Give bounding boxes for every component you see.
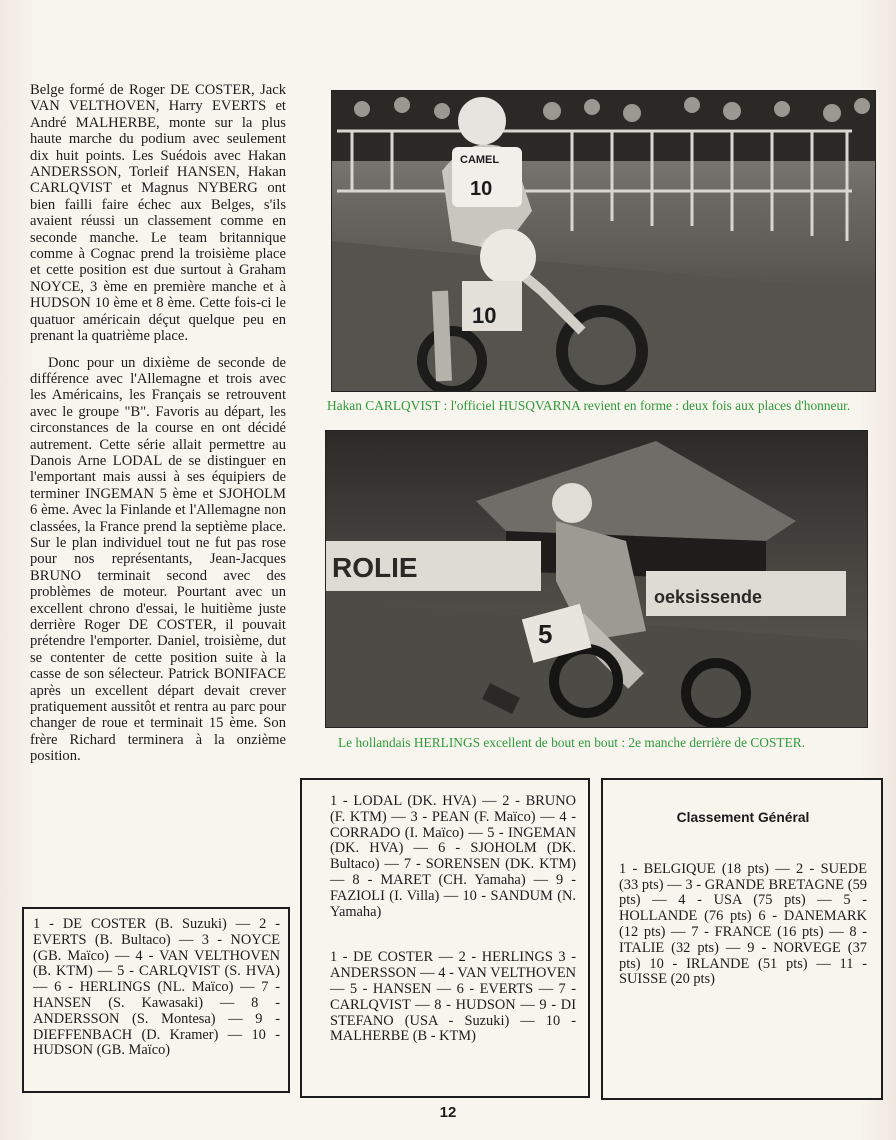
general-standings-text: 1 - BELGIQUE (18 pts) — 2 - SUEDE (33 pts) — 3 - GRANDE BRETAGNE (59 pts) — 4 - USA (75 pts) — 5 - HOLLANDE (76 pts) 6 - DANEMARK (12 pts) — 7 - FRANCE (16 pts) — 8 - ITALIE (32 pts) — 9 - NORVEGE (37 pts) 10 - IRLANDE (51 pts) — 11 - SUISSE (20 pts) [619,860,867,988]
photo-caption-herlings: Le hollandais HERLINGS excellent de bout en bout : 2e manche derrière de COSTER. [338,735,806,750]
results-text-groupb-race1: 1 - LODAL (DK. HVA) — 2 - BRUNO (F. KTM) — 3 - PEAN (F. Maïco) — 4 - CORRADO (I. Maïco) — 5 - INGEMAN (DK. HVA) — 6 - SJOHOLM (DK. Bultaco) — 7 - SORENSEN (DK. KTM) — 8 - MARET (CH. Yamaha) — 9 - FAZIOLI (I. Villa) — 10 - SANDUM (N. Yamaha) [330,793,576,920]
photo-carlqvist [331,90,876,392]
results-box-race1 [22,907,290,1093]
photo-herlings [325,430,868,728]
banner-left-text: ROLIE [332,552,418,583]
bike-plate-number: 10 [472,303,497,328]
results-text-race2: 1 - DE COSTER — 2 - HERLINGS 3 - ANDERSSON — 4 - VAN VELTHOVEN — 5 - HANSEN — 6 - EVERTS — 7 - CARLQVIST — 8 - HUDSON — 9 - DI STEFANO (USA - Suzuki) — 10 - MALHERBE (B - KTM) [330,949,576,1045]
results-box-general [601,778,883,1100]
banner-right-text: oeksissende [654,587,763,607]
article-paragraph-2: Donc pour un dixième de seconde de différence avec l'Allemagne et trois avec les Américains, les Français se retrouvent avec le groupe "B". Favoris au départ, les circonstances de la course en ont décidé autrement. Cette série allait permettre au Danois Arne LODAL de se distinguer en l'emportant mais aussi à ses équipiers de terminer INGEMAN 5 ème et SJOHOLM 6 ème. Avec la Finlande et l'Allemagne non classées, la France prend la septième place. Sur le plan individuel tout ne fut pas rose pour nos représentants, Jean-Jacques BRUNO terminait second avec des problèmes de moteur. Pourtant avec un excellent chrono d'essai, le huitième juste derrière Roger DE COSTER, il pouvait prétendre l'emporter. Daniel, troisième, dut se contenter de cette position suite à la casse de son sélecteur. Patrick BONIFACE après un excellent départ devait crever pratiquement aussitôt et rentra au parc pour changer de roue et terminait 15 ème. Son frère Richard terminera à la onzième position. [30,354,286,765]
article-paragraph-1: Belge formé de Roger DE COSTER, Jack VAN VELTHOVEN, Harry EVERTS et André MALHERBE, monte sur la plus haute marche du podium avec seulement dix huit points. Les Suédois avec Hakan ANDERSSON, Torleif HANSEN, Hakan CARLQVIST et Magnus NYBERG ont bien failli faire échec aux Belges, s'ils avaient réussi un classement comme en seconde manche. Le team britannique comme à Cognac prend la troisième place et cette position est due surtout à Graham NOYCE, 3 ème en première manche et à HUDSON 10 ème et 8 ème. Cette fois-ci le quatuor américain déçut quelque peu en prenant la quatrième place. [30,82,286,345]
general-standings-title: Classement Général [676,810,810,825]
results-text: 1 - DE COSTER (B. Suzuki) — 2 - EVERTS (B. Bultaco) — 3 - NOYCE (GB. Maïco) — 4 - VAN VELTHOVEN (B. KTM) — 5 - CARLQVIST (S. HVA) — 6 - HERLINGS (NL. Maïco) — 7 - HANSEN (S. Kawasaki) — 8 - ANDERSSON (S. Montesa) — 9 - DIEFFENBACH (D. Kramer) — 10 - HUDSON (GB. Maïco) [33,916,280,1059]
bike-plate-number: 5 [538,619,553,649]
page-number: 12 [439,1104,457,1121]
rider-bib-number: 10 [470,178,493,200]
article-column [30,82,286,765]
rider-bib-sponsor: CAMEL [460,154,500,166]
photo-caption-carlqvist: Hakan CARLQVIST : l'officiel HUSQVARNA revient en forme : deux fois aux places d'honneur. [327,398,851,413]
results-box-groupb [300,778,590,1098]
